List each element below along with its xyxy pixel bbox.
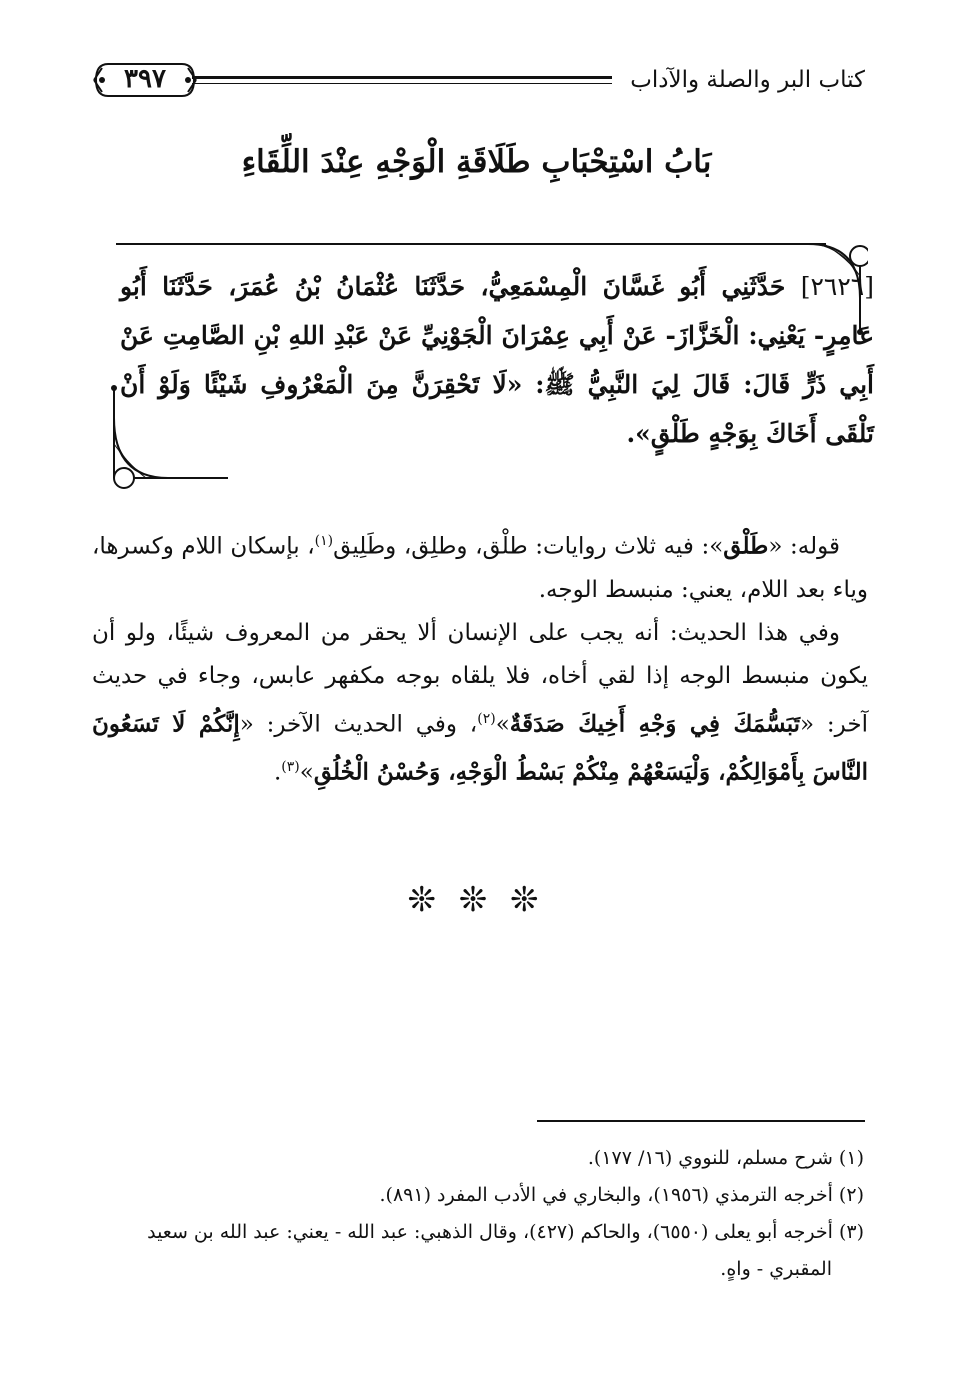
book-title: كتاب البر والصلة والآداب <box>630 67 865 93</box>
footnote-ref: (١) <box>314 533 334 549</box>
footnote-ref: (٢) <box>477 710 496 727</box>
commentary-text: ، وفي الحديث الآخر: « <box>239 711 478 738</box>
footnote: (٢) أخرجه الترمذي (١٩٥٦)، والبخاري في الأدب المفرد (٨٩١). <box>379 1184 864 1206</box>
commentary-text: ، بإسكان اللام وكسرها، وياء بعد اللام، يعني: منبسط الوجه. <box>92 533 868 603</box>
commentary-text: »: فيه ثلاث روايات: طلْق، وطلِق، وطَلِيق <box>333 533 724 560</box>
hadith-body: حَدَّثَنِي أَبُو غَسَّانَ الْمِسْمَعِيُّ، حَدَّثَنَا عُثْمَانُ بْنُ عُمَرَ، حَدَّثَنَا أَبُو عَامِرٍ- يَعْنِي: الْخَزَّازَ- عَنْ أَبِي عِمْرَانَ الْجَوْنِيِّ عَنْ عَبْدِ اللهِ بْنِ الصَّامِتِ عَنْ أَبِي ذَرٍّ قَالَ: قَالَ لِيَ النَّبِيُّ ﷺ: «لَا تَحْقِرَنَّ مِنَ الْمَعْرُوفِ شَيْئًا وَلَوْ أَنْ تَلْقَى أَخَاكَ بِوَجْهٍ طَلْقٍ». <box>120 272 874 448</box>
commentary-text: » <box>299 759 314 786</box>
hadith-text <box>120 262 874 458</box>
commentary-text: . <box>273 759 282 786</box>
footnotes <box>92 1140 864 1288</box>
footnote: (٣) أخرجه أبو يعلى (٦٥٥٠)، والحاكم (٤٢٧)، وقال الذهبي: عبد الله - يعني: عبد الله بن سعيد <box>147 1221 864 1243</box>
footnote: (١) شرح مسلم، للنووي (١٦/ ١٧٧). <box>587 1147 864 1169</box>
footnote-rule <box>537 1120 865 1122</box>
hadith-quote: تَبَسُّمَكَ فِي وَجْهِ أَخِيكَ صَدَقَةٌ <box>509 710 801 738</box>
hadith-number: [٢٦٢٦] <box>800 272 874 301</box>
commentary-paragraph <box>92 520 868 612</box>
commentary-text: » <box>495 711 510 738</box>
header-rule <box>192 76 612 88</box>
section-separator: ❊ ❊ ❊ <box>407 880 545 920</box>
footnote-continuation: المقبري - واهٍ. <box>720 1258 832 1280</box>
hadith-quote: إِنَّكُمْ لَا تَسَعُونَ النَّاسَ بِأَمْوَالِكُمْ، وَلْيَسَعْهُمْ مِنْكُمْ بَسْطُ الْوَجْهِ، وَحُسْنُ الْخُلُقِ <box>92 710 868 786</box>
commentary-text: وفي هذا الحديث: أنه يجب على الإنسان ألا يحقر من المعروف شيئًا، ولو أن يكون منبسط الوجه إذا لقي أخاه، فلا يلقاه بوجه مكفهر عابس، وجاء في حديث آخر: « <box>92 619 868 738</box>
glossed-word: طَلْق <box>723 532 769 560</box>
footnote-ref: (٣) <box>281 759 300 776</box>
chapter-title: بَابُ اسْتِحْبَابِ طَلَاقَةِ الْوَجْهِ عِنْدَ اللِّقَاءِ <box>241 144 712 180</box>
commentary-text: قوله: « <box>768 533 841 560</box>
page-number: ٣٩٧ <box>124 64 166 94</box>
running-header <box>0 0 953 110</box>
commentary <box>92 520 868 795</box>
commentary-paragraph <box>92 612 868 795</box>
page-number-ornament <box>90 58 200 102</box>
